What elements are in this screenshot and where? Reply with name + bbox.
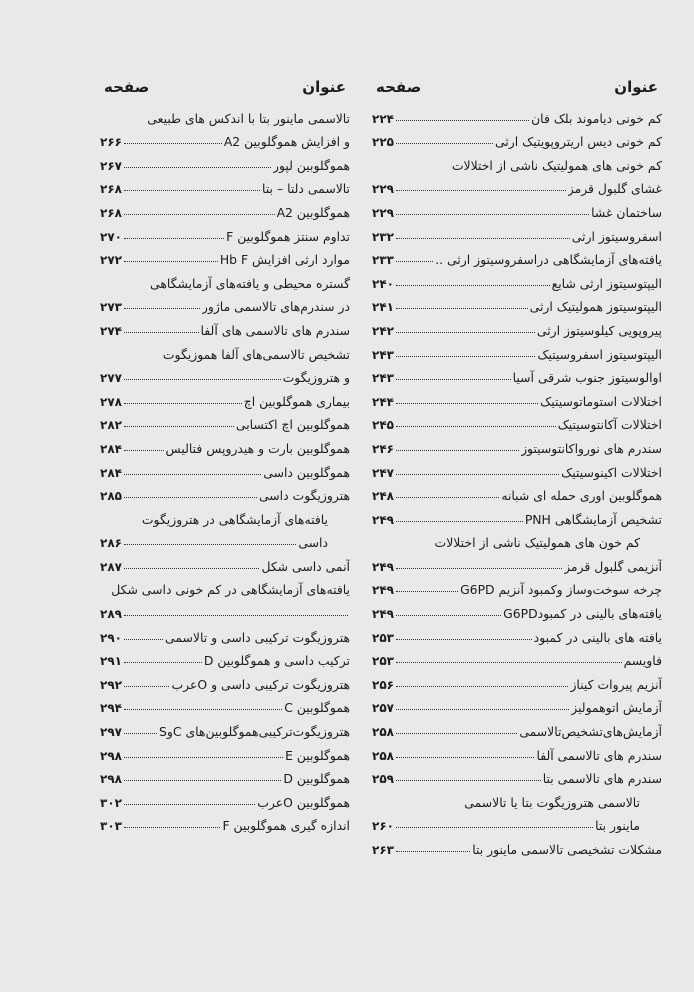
toc-entry-title: هموگلوبین لپور — [273, 157, 350, 173]
toc-entry-page: ۲۴۶ — [372, 441, 394, 456]
toc-entry-page: ۲۸۴ — [100, 441, 122, 456]
toc-entry-page: ۲۷۲ — [100, 253, 122, 268]
toc-entry — [372, 362, 662, 386]
dot-leader — [124, 615, 348, 616]
toc-entry-title: کم خون های همولیتیک ناشی از اختلالات — [434, 535, 640, 551]
toc-entry-title: مشکلات تشخیصی تالاسمی ماینور بتا — [472, 842, 662, 857]
dot-leader — [124, 308, 200, 309]
toc-entry-page: ۳۰۲ — [100, 795, 122, 810]
toc-entry-page: ۲۷۷ — [100, 371, 122, 386]
toc-entry-page: ۲۹۸ — [100, 748, 122, 763]
dot-leader — [124, 544, 296, 545]
toc-entry-title: تالاسمی هتروزیگوت بتا یا تالاسمی — [464, 794, 640, 810]
toc-entry — [100, 668, 350, 692]
toc-entry-title: سندرم های تالاسمی آلفا — [536, 747, 662, 763]
toc-entry-page: ۲۸۴ — [100, 465, 122, 480]
column-header — [372, 74, 662, 100]
toc-entry — [100, 126, 350, 150]
toc-entry-page: ۲۶۷ — [100, 158, 122, 173]
toc-entry — [372, 432, 662, 456]
toc-entry — [100, 244, 350, 268]
toc-entry-page: ۲۸۹ — [100, 607, 122, 622]
toc-entry — [372, 456, 662, 480]
dot-leader — [124, 167, 271, 168]
toc-entry-title: آزمایش‌های‌تشخیص‌تالاسمی — [519, 724, 662, 740]
toc-entry-title: سندرم های تالاسمی بتا — [542, 771, 662, 787]
toc-entry — [100, 715, 350, 739]
toc-entry-title: ترکیب داسی و هموگلوبین D — [203, 653, 350, 669]
toc-entry-page: ۲۴۲ — [372, 323, 394, 338]
toc-entry — [372, 786, 662, 810]
dot-leader — [396, 332, 535, 333]
toc-entry — [100, 173, 350, 197]
dot-leader — [124, 474, 261, 475]
toc-entry-title: و هتروزیگوت — [282, 370, 350, 386]
dot-leader — [396, 308, 528, 309]
toc-entry-title: ماینور بتا — [595, 818, 640, 834]
toc-entry — [100, 480, 350, 504]
toc-entry — [372, 503, 662, 527]
toc-entry — [372, 692, 662, 716]
dot-leader — [124, 261, 218, 262]
toc-entry-page: ۲۶۸ — [100, 205, 122, 220]
toc-entry — [100, 645, 350, 669]
toc-entry-page: ۲۵۶ — [372, 677, 394, 692]
toc-entry-title: هموگلوبین بارت و هیدروپس فتالیس — [165, 440, 350, 456]
dot-leader — [124, 190, 260, 191]
toc-entry — [100, 338, 350, 362]
toc-entry-title: چرخه سوخت‌وساز وکمبود آنزیم G6PD — [460, 582, 662, 598]
toc-entry-page: ۲۵۳ — [372, 630, 394, 645]
toc-entry-page: ۲۴۹ — [372, 583, 394, 598]
dot-leader — [396, 190, 566, 191]
toc-entry — [100, 102, 350, 126]
toc-entry-title: اختلالات اکینوسیتیک — [561, 464, 662, 480]
toc-entry-page: ۲۹۸ — [100, 772, 122, 787]
toc-entry-title: هتروزیگوت ترکیبی داسی و Oعرب — [171, 676, 350, 692]
toc-list — [372, 102, 662, 857]
toc-entry — [372, 715, 662, 739]
toc-entry — [100, 810, 350, 834]
toc-entry — [100, 692, 350, 716]
toc-entry-title: الیپتوسیتوز ارثی شایع — [551, 275, 662, 291]
dot-leader — [396, 214, 589, 215]
toc-entry-title: هموگلوبین D — [283, 771, 350, 787]
header-page: صفحه — [104, 78, 150, 96]
toc-entry-page: ۲۴۰ — [372, 276, 394, 291]
dot-leader — [124, 214, 275, 215]
toc-entry — [372, 833, 662, 857]
toc-entry — [100, 574, 350, 598]
toc-entry-page: ۲۸۲ — [100, 418, 122, 433]
toc-entry-title: یافته های بالینی در کمبود — [533, 629, 662, 645]
toc-entry-title: الیپتوسیتوز اسفروسیتیک — [537, 346, 662, 362]
toc-entry-title: هموگلوبین E — [285, 747, 350, 763]
dot-leader — [124, 662, 202, 663]
toc-entry-page: ۲۶۶ — [100, 135, 122, 150]
header-page: صفحه — [376, 78, 422, 96]
toc-entry-title: آنزیمی گلبول قرمز — [564, 558, 662, 574]
toc-entry-title: یافته‌های بالینی در کمبودG6PD — [503, 606, 662, 622]
toc-entry — [372, 126, 662, 150]
toc-entry-title: کم خونی های همولیتیک ناشی از اختلالات — [451, 157, 662, 173]
toc-entry-title: اسفروسیتوز ارثی — [571, 228, 662, 244]
toc-entry-page: ۲۹۰ — [100, 630, 122, 645]
toc-entry — [100, 527, 350, 551]
toc-entry — [372, 220, 662, 244]
toc-entry-title: هموگلوبین Oعرب — [257, 794, 350, 810]
toc-entry — [372, 338, 662, 362]
dot-leader — [396, 733, 517, 734]
toc-entry-title: اختلالات استوماتوسیتیک — [540, 393, 662, 409]
dot-leader — [396, 497, 499, 498]
toc-entry — [372, 102, 662, 126]
toc-entry — [372, 621, 662, 645]
dot-leader — [124, 497, 257, 498]
toc-entry — [100, 267, 350, 291]
toc-entry-title: تشخیص تالاسمی‌های آلفا هموزیگوت — [162, 346, 350, 362]
toc-entry — [100, 763, 350, 787]
dot-leader — [396, 120, 529, 121]
header-title: عنوان — [302, 78, 346, 96]
toc-entry-title: موارد ارثی افزایش Hb F — [219, 252, 350, 268]
toc-entry — [372, 244, 662, 268]
dot-leader — [396, 827, 593, 828]
toc-entry-page: ۲۷۰ — [100, 229, 122, 244]
toc-entry — [100, 550, 350, 574]
toc-entry-title: یافته‌های آزمایشگاهی در کم خونی داسی شکل — [111, 582, 350, 598]
toc-entry-page: ۲۴۸ — [372, 489, 394, 504]
toc-entry — [372, 597, 662, 621]
toc-entry-title: تالاسمی ماینور بتا با اندکس های طبیعی — [147, 110, 350, 126]
toc-entry-title: آزمایش اتوهمولیز — [571, 700, 662, 716]
toc-entry-title: پیروپویی کیلوسیتوز ارثی — [536, 322, 662, 338]
toc-entry-title: اندازه گیری هموگلوبین F — [222, 818, 350, 834]
toc-entry-title: هتروزیگوت داسی — [258, 488, 350, 504]
column-header — [100, 74, 350, 100]
dot-leader — [396, 851, 470, 852]
toc-entry-title: ساختمان غشا — [591, 204, 662, 220]
toc-entry-page: ۳۰۳ — [100, 819, 122, 834]
header-title: عنوان — [614, 78, 658, 96]
toc-entry — [100, 362, 350, 386]
toc-entry-title: در سندرم‌های تالاسمی ماژور — [201, 299, 350, 315]
toc-entry-page: ۲۲۴ — [372, 111, 394, 126]
dot-leader — [124, 639, 163, 640]
dot-leader — [396, 662, 622, 663]
toc-entry-page: ۲۲۵ — [372, 135, 394, 150]
toc-entry-title: گستره محیطی و یافته‌های آزمایشگاهی — [150, 275, 350, 291]
toc-entry — [100, 739, 350, 763]
toc-entry — [100, 149, 350, 173]
toc-entry-title: هموگلوبین A2 — [276, 204, 350, 220]
toc-entry-title: آنمی داسی شکل — [261, 558, 350, 574]
dot-leader — [396, 261, 433, 262]
toc-entry-page: ۲۹۷ — [100, 725, 122, 740]
dot-leader — [396, 591, 458, 592]
toc-entry-page: ۲۸۷ — [100, 559, 122, 574]
toc-column-right — [372, 74, 662, 857]
dot-leader — [124, 757, 283, 758]
toc-entry — [372, 196, 662, 220]
dot-leader — [124, 827, 220, 828]
toc-entry-page: ۲۴۷ — [372, 465, 394, 480]
toc-entry — [372, 291, 662, 315]
dot-leader — [124, 568, 259, 569]
toc-entry — [100, 432, 350, 456]
toc-entry — [100, 220, 350, 244]
toc-column-left — [100, 74, 350, 833]
dot-leader — [396, 615, 501, 616]
toc-entry — [100, 621, 350, 645]
toc-entry-title: کم خونی دیاموند بلک فان — [531, 110, 662, 126]
toc-entry-page: ۲۹۴ — [100, 701, 122, 716]
dot-leader — [396, 356, 535, 357]
toc-entry-page: ۲۴۳ — [372, 347, 394, 362]
toc-entry — [100, 385, 350, 409]
toc-entry-title: آنزیم پیروات کیناز — [570, 676, 662, 692]
toc-entry-title: هتروزیگوت‌ترکیبی‌هموگلوبین‌های CوS — [158, 724, 350, 740]
toc-entry-page: ۲۵۸ — [372, 725, 394, 740]
toc-entry — [372, 550, 662, 574]
toc-entry — [372, 409, 662, 433]
toc-entry-title: تشخیص آزمایشگاهی PNH — [524, 511, 662, 527]
toc-entry-title: اوالوسیتوز جنوب شرقی آسیا — [512, 370, 662, 386]
dot-leader — [124, 332, 199, 333]
toc-entry-page: ۲۴۹ — [372, 512, 394, 527]
dot-leader — [396, 426, 556, 427]
dot-leader — [396, 639, 532, 640]
toc-entry-page: ۲۵۳ — [372, 654, 394, 669]
toc-entry-title: اختلالات آکانتوسیتیک — [557, 417, 662, 433]
toc-entry — [100, 409, 350, 433]
toc-entry — [372, 645, 662, 669]
dot-leader — [124, 804, 255, 805]
toc-entry — [100, 503, 350, 527]
toc-entry-page: ۲۶۳ — [372, 843, 394, 857]
dot-leader — [396, 403, 538, 404]
toc-entry — [100, 291, 350, 315]
toc-entry-page: ۲۹۲ — [100, 677, 122, 692]
toc-entry-page: ۲۸۶ — [100, 536, 122, 551]
toc-entry — [372, 267, 662, 291]
toc-entry — [372, 574, 662, 598]
toc-entry — [372, 739, 662, 763]
toc-entry-page: ۲۳۲ — [372, 229, 394, 244]
toc-entry-page: ۲۶۸ — [100, 182, 122, 197]
toc-entry — [372, 668, 662, 692]
toc-entry — [100, 196, 350, 220]
dot-leader — [124, 143, 222, 144]
toc-entry-title: هموگلوبین اوری حمله ای شبانه — [501, 488, 662, 504]
toc-entry — [372, 149, 662, 173]
toc-list — [100, 102, 350, 833]
dot-leader — [396, 568, 562, 569]
toc-entry-title: کم خونی دیس اریتروپویتیک ارثی — [494, 134, 662, 150]
dot-leader — [396, 686, 568, 687]
toc-entry-title: الیپتوسیتوز همولیتیک ارثی — [529, 299, 662, 315]
toc-entry-title: سندرم های تالاسمی های آلفا — [200, 322, 350, 338]
toc-entry-page: ۲۵۷ — [372, 701, 394, 716]
toc-entry — [372, 173, 662, 197]
toc-entry-page: ۲۷۴ — [100, 323, 122, 338]
dot-leader — [124, 238, 224, 239]
toc-entry-title: و افزایش هموگلوبین A2 — [223, 134, 350, 150]
toc-entry-page: ۲۵۸ — [372, 748, 394, 763]
toc-entry-page: ۲۷۳ — [100, 300, 122, 315]
dot-leader — [396, 709, 569, 710]
toc-entry-title: هموگلوبین اچ اکتسابی — [235, 417, 350, 433]
toc-entry-title: غشای گلبول قرمز — [567, 181, 662, 197]
toc-entry-page: ۲۵۹ — [372, 772, 394, 787]
toc-entry-page: ۲۴۵ — [372, 418, 394, 433]
toc-entry — [372, 385, 662, 409]
dot-leader — [396, 521, 523, 522]
toc-entry-title: یافته‌های آزمایشگاهی دراسفروسیتوز ارثی .. — [435, 252, 662, 268]
toc-entry-page: ۲۴۹ — [372, 607, 394, 622]
dot-leader — [124, 780, 281, 781]
toc-entry-title: هموگلوبین C — [284, 700, 350, 716]
toc-entry-page: ۲۴۴ — [372, 394, 394, 409]
dot-leader — [396, 450, 519, 451]
toc-entry-page: ۲۴۹ — [372, 559, 394, 574]
dot-leader — [396, 238, 570, 239]
toc-entry-page: ۲۷۸ — [100, 394, 122, 409]
toc-entry-title: تداوم سنتز هموگلوبین F — [226, 228, 350, 244]
toc-entry — [100, 456, 350, 480]
dot-leader — [124, 709, 282, 710]
toc-entry-page: ۲۶۰ — [372, 819, 394, 834]
toc-entry-title: سندرم های نورواکانتوسیتوز — [521, 440, 662, 456]
toc-entry-page: ۲۲۹ — [372, 182, 394, 197]
toc-entry — [372, 314, 662, 338]
toc-entry — [372, 527, 662, 551]
toc-entry — [100, 314, 350, 338]
dot-leader — [396, 757, 534, 758]
toc-entry-page: ۲۴۳ — [372, 371, 394, 386]
dot-leader — [396, 474, 559, 475]
toc-entry-title: بیماری هموگلوبین اچ — [243, 393, 350, 409]
toc-entry-title: فاویسم — [623, 653, 662, 669]
toc-entry-page: ۲۲۹ — [372, 205, 394, 220]
dot-leader — [124, 403, 242, 404]
dot-leader — [396, 285, 550, 286]
dot-leader — [124, 426, 234, 427]
toc-entry-title: یافته‌های آزمایشگاهی در هتروزیگوت — [141, 511, 328, 527]
toc-entry — [372, 763, 662, 787]
toc-entry — [100, 786, 350, 810]
toc-entry-page: ۲۴۱ — [372, 300, 394, 315]
dot-leader — [124, 450, 164, 451]
dot-leader — [396, 780, 541, 781]
toc-entry-title: داسی — [298, 535, 328, 551]
dot-leader — [396, 379, 511, 380]
toc-entry-page: ۲۳۳ — [372, 253, 394, 268]
toc-entry — [372, 810, 662, 834]
dot-leader — [124, 686, 170, 687]
toc-entry-page: ۲۸۵ — [100, 489, 122, 504]
toc-entry-title: هتروزیگوت ترکیبی داسی و تالاسمی — [165, 629, 350, 645]
toc-entry-page: ۲۹۱ — [100, 654, 122, 669]
toc-entry — [100, 597, 350, 621]
dot-leader — [124, 733, 157, 734]
toc-entry-title: تالاسمی دلتا – بتا — [262, 181, 350, 197]
dot-leader — [396, 143, 493, 144]
dot-leader — [124, 379, 281, 380]
toc-entry — [372, 480, 662, 504]
toc-entry-title: هموگلوبین داسی — [263, 464, 350, 480]
